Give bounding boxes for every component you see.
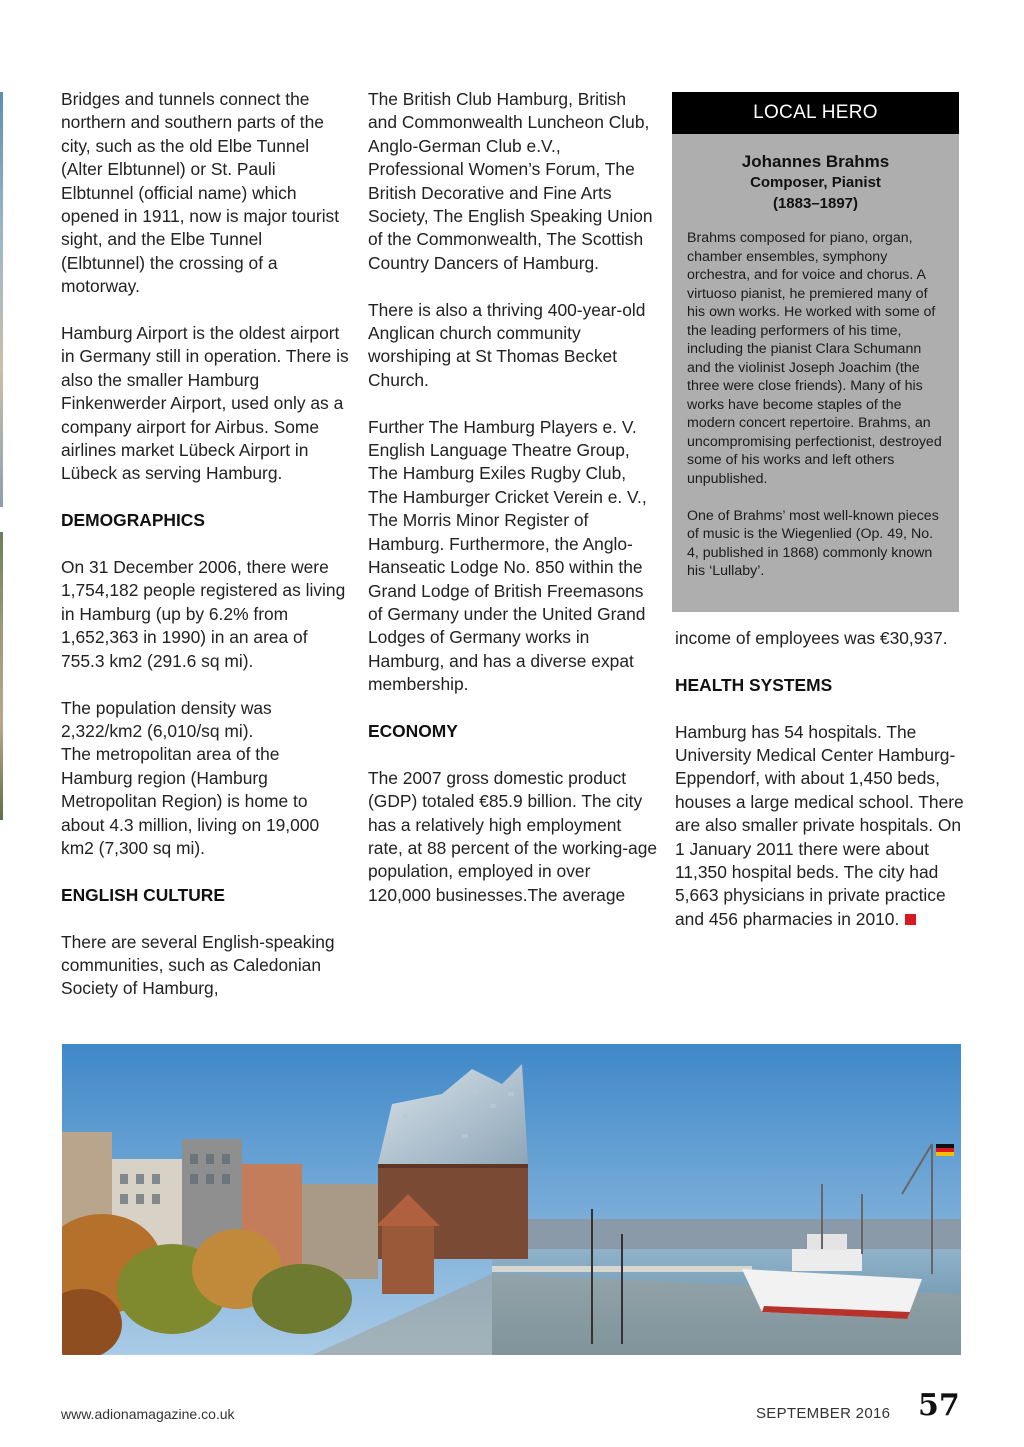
heading-english-culture: ENGLISH CULTURE bbox=[61, 884, 225, 905]
paragraph-metropolitan: The metropolitan area of the Hamburg region (Hamburg Metropolitan Region) is home to about 4.3 million, living on 19,000 km2 (7,300 sq mi). bbox=[61, 744, 320, 858]
paragraph-communities: There are several English-speaking communities, such as Caledonian Society of Hamburg, bbox=[61, 931, 335, 999]
hamburg-harbour-photo bbox=[62, 1044, 961, 1355]
column-1 bbox=[61, 88, 351, 1001]
paragraph-hospitals bbox=[675, 721, 965, 932]
left-edge-strip-lower bbox=[0, 532, 3, 820]
hero-role: Composer, Pianist bbox=[750, 174, 881, 191]
hero-bio bbox=[672, 229, 959, 581]
paragraph-clubs: The British Club Hamburg, British and Commonwealth Luncheon Club, Anglo-German Club e.V., Professional Women’s Forum, The British Decorative and Fine Arts Society, The English Speaking Union of the Commonwealth, The Scottish Country Dancers of Hamburg. bbox=[368, 89, 653, 273]
heading-demographics: DEMOGRAPHICS bbox=[61, 510, 205, 531]
local-hero-heading: LOCAL HERO bbox=[672, 92, 959, 134]
hero-name: Johannes Brahms bbox=[741, 152, 890, 171]
page-number: 57 bbox=[918, 1388, 960, 1423]
paragraph-density: The population density was 2,322/km2 (6,010/sq mi). bbox=[61, 697, 272, 741]
left-edge-strip bbox=[0, 92, 3, 507]
hero-years: (1883–1897) bbox=[772, 195, 859, 212]
footer-date: SEPTEMBER 2016 bbox=[756, 1405, 891, 1422]
paragraph-airport: Hamburg Airport is the oldest airport in Germany still in operation. There is also the smaller Hamburg Finkenwerder Airport, used only as a company airport for Airbus. Some airlines market Lübeck Airport in Lübeck as serving Hamburg. bbox=[61, 323, 349, 484]
paragraph-church: There is also a thriving 400-year-old Anglican church community worshiping at St Thomas Becket Church. bbox=[368, 299, 646, 390]
local-hero-box bbox=[672, 92, 959, 612]
column-2 bbox=[368, 88, 658, 907]
hospitals-text: Hamburg has 54 hospitals. The University Medical Center Hamburg-Eppendorf, with about 1,450 beds, houses a large medical school. There are also smaller private hospitals. On 1 January 2011 there were about 11,350 hospital beds. The city had 5,663 physicians in private practice and 456 pharmacies in 2010. bbox=[675, 721, 964, 929]
heading-economy: ECONOMY bbox=[368, 720, 458, 741]
paragraph-groups: Further The Hamburg Players e. V. English Language Theatre Group, The Hamburg Exiles Rugby Club, The Hamburger Cricket Verein e. V., The Morris Minor Register of Hamburg. Furthermore, the Anglo-Hanseatic Lodge No. 850 within the Grand Lodge of British Freemasons of Germany under the United Grand Lodges of Germany works in Hamburg, and has a diverse expat membership. bbox=[368, 416, 647, 695]
column-3 bbox=[675, 627, 965, 931]
heading-health-systems: HEALTH SYSTEMS bbox=[675, 674, 833, 695]
paragraph-income: income of employees was €30,937. bbox=[675, 628, 948, 648]
paragraph-tunnels: Bridges and tunnels connect the northern and southern parts of the city, such as the old Elbe Tunnel (Alter Elbtunnel) or St. Pauli Elbtunnel (official name) which opened in 1911, now is major tourist sight, and the Elbe Tunnel (Elbtunnel) the crossing of a motorway. bbox=[61, 89, 340, 297]
paragraph-population: On 31 December 2006, there were 1,754,182 people registered as living in Hamburg (up by 6.2% from 1,652,363 in 1990) in an area of 755.3 km2 (291.6 sq mi). bbox=[61, 557, 346, 671]
end-of-article-icon bbox=[905, 914, 916, 925]
footer-url: www.adionamagazine.co.uk bbox=[61, 1406, 235, 1422]
paragraph-gdp: The 2007 gross domestic product (GDP) totaled €85.9 billion. The city has a relatively high employment rate, at 88 percent of the working-age population, employed in over 120,000 businesses.The average bbox=[368, 767, 658, 905]
hero-bio-paragraph-2: One of Brahms’ most well-known pieces of music is the Wiegenlied (Op. 49, No. 4, published in 1868) commonly known his ‘Lullaby’. bbox=[687, 507, 939, 579]
hero-bio-paragraph-1: Brahms composed for piano, organ, chamber ensembles, symphony orchestra, and for voice and chorus. A virtuoso pianist, he premiered many of his own works. He worked with some of the leading performers of his time, including the pianist Clara Schumann and the violinist Joseph Joachim (the three were close friends). Many of his works have become staples of the modern concert repertoire. Brahms, an uncompromising perfectionist, destroyed some of his works and left others unpublished. bbox=[687, 230, 942, 487]
